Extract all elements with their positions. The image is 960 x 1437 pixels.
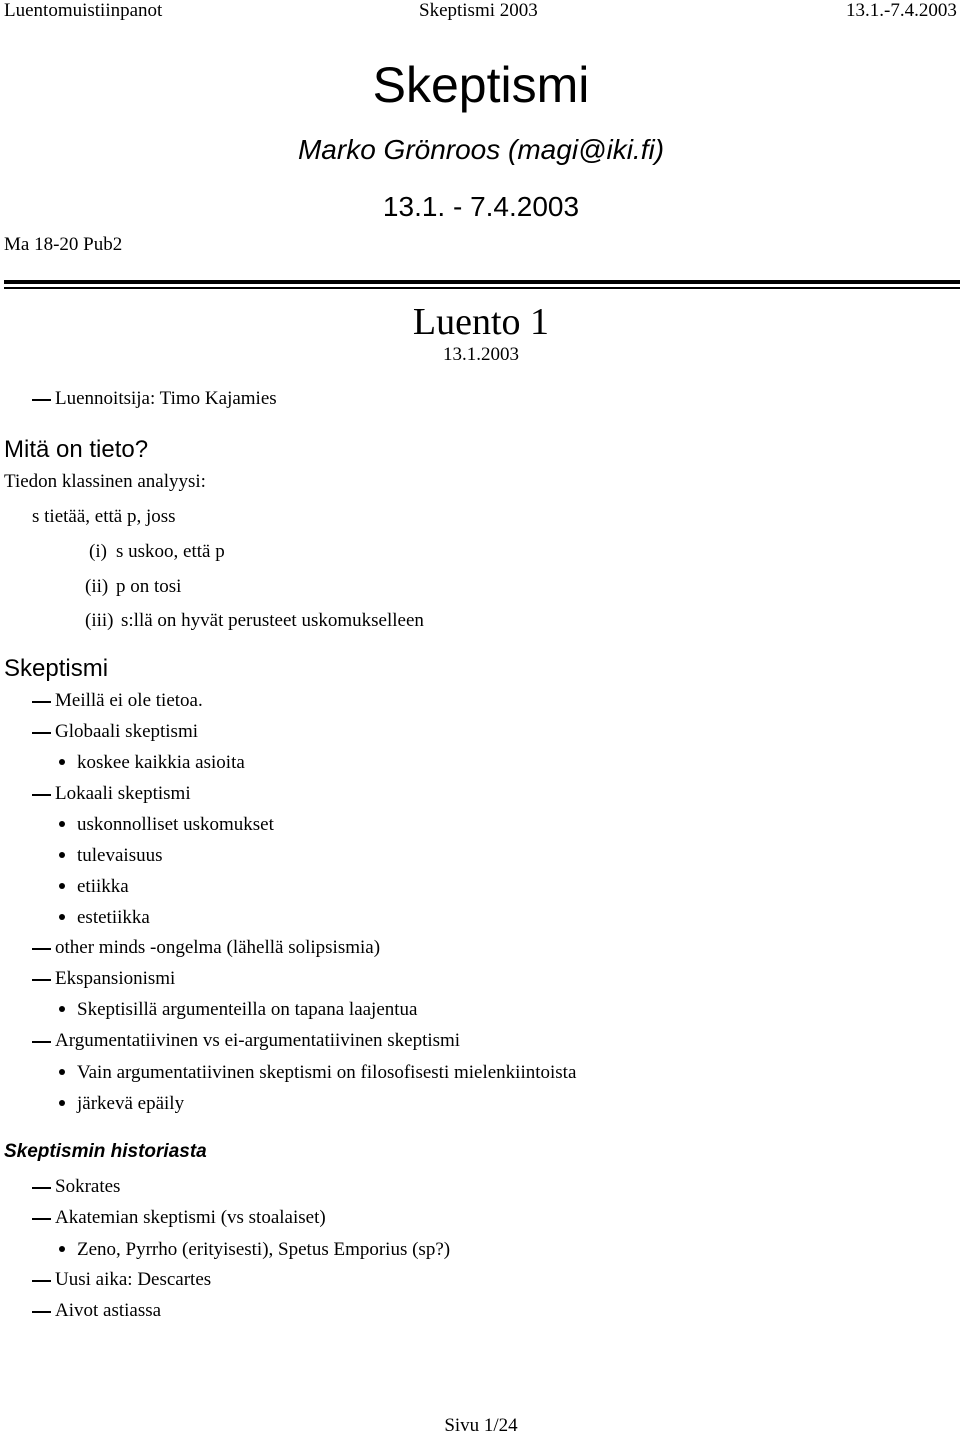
rule-thin xyxy=(4,287,960,289)
lecture-date: 13.1.2003 xyxy=(443,344,519,365)
list-item: Uusi aika: Descartes xyxy=(55,1269,212,1290)
running-header-left: Luentomuistiinpanot xyxy=(4,0,163,21)
dash-marker xyxy=(32,1280,51,1282)
bullet-marker xyxy=(59,914,65,920)
list-item: Sokrates xyxy=(55,1176,121,1197)
bullet-marker xyxy=(59,759,65,765)
dash-marker xyxy=(32,399,51,401)
bullet-marker xyxy=(59,883,65,889)
condition-text: s uskoo, että p xyxy=(116,541,225,562)
sub-list-item: Zeno, Pyrrho (erityisesti), Spetus Emporius (sp?) xyxy=(77,1239,451,1260)
section-heading-skeptismi: Skeptismi xyxy=(4,655,109,682)
list-item: other minds -ongelma (lähellä solipsismia) xyxy=(55,937,381,958)
lecture-title: Luento 1 xyxy=(412,301,550,343)
list-item: Lokaali skeptismi xyxy=(55,783,191,804)
dash-marker xyxy=(32,1218,51,1220)
bullet-marker xyxy=(59,1246,65,1252)
sub-list-item: Vain argumentatiivinen skeptismi on filosofisesti mielenkiintoista xyxy=(77,1062,577,1083)
dash-marker xyxy=(32,979,51,981)
page-number: Sivu 1/24 xyxy=(444,1415,518,1436)
section1-intro: Tiedon klassinen analyysi: xyxy=(4,471,206,492)
running-header-center: Skeptismi 2003 xyxy=(419,0,538,21)
bullet-marker xyxy=(59,1100,65,1106)
dash-marker xyxy=(32,732,51,734)
document-title: Skeptismi xyxy=(372,57,590,113)
list-item: Ekspansionismi xyxy=(55,968,176,989)
sub-list-item: etiikka xyxy=(77,876,129,897)
dash-marker xyxy=(32,794,51,796)
course-dates: 13.1. - 7.4.2003 xyxy=(382,191,580,222)
running-header-right: 13.1.-7.4.2003 xyxy=(846,0,957,21)
lecturer-line: Luennoitsija: Timo Kajamies xyxy=(55,388,277,409)
list-item: Argumentatiivinen vs ei-argumentatiivinen skeptismi xyxy=(55,1030,461,1051)
sub-list-item: estetiikka xyxy=(77,907,150,928)
sub-list-item: järkevä epäily xyxy=(77,1093,185,1114)
condition-label: (ii) xyxy=(85,576,109,597)
section-heading-mita-on-tieto: Mitä on tieto? xyxy=(4,436,149,463)
sub-list-item: Skeptisillä argumenteilla on tapana laajentua xyxy=(77,999,418,1020)
dash-marker xyxy=(32,1311,51,1313)
bullet-marker xyxy=(59,1069,65,1075)
list-item: Aivot astiassa xyxy=(55,1300,162,1321)
condition-label: (i) xyxy=(89,541,107,562)
sub-list-item: tulevaisuus xyxy=(77,845,163,866)
sub-list-item: koskee kaikkia asioita xyxy=(77,752,245,773)
condition-label: (iii) xyxy=(85,610,114,631)
dash-marker xyxy=(32,948,51,950)
list-item: Akatemian skeptismi (vs stoalaiset) xyxy=(55,1207,326,1228)
bullet-marker xyxy=(59,821,65,827)
list-item: Meillä ei ole tietoa. xyxy=(55,690,203,711)
dash-marker xyxy=(32,1041,51,1043)
condition-text: p on tosi xyxy=(116,576,182,597)
rule-thick xyxy=(4,280,960,284)
section1-definition: s tietää, että p, joss xyxy=(32,506,176,527)
dash-marker xyxy=(32,701,51,703)
room-info: Ma 18-20 Pub2 xyxy=(4,234,123,255)
section-heading-historiasta: Skeptismin historiasta xyxy=(4,1141,207,1162)
author-line: Marko Grönroos (magi@iki.fi) xyxy=(297,134,665,165)
sub-list-item: uskonnolliset uskomukset xyxy=(77,814,274,835)
condition-text: s:llä on hyvät perusteet uskomukselleen xyxy=(121,610,424,631)
list-item: Globaali skeptismi xyxy=(55,721,199,742)
bullet-marker xyxy=(59,852,65,858)
dash-marker xyxy=(32,1187,51,1189)
bullet-marker xyxy=(59,1006,65,1012)
